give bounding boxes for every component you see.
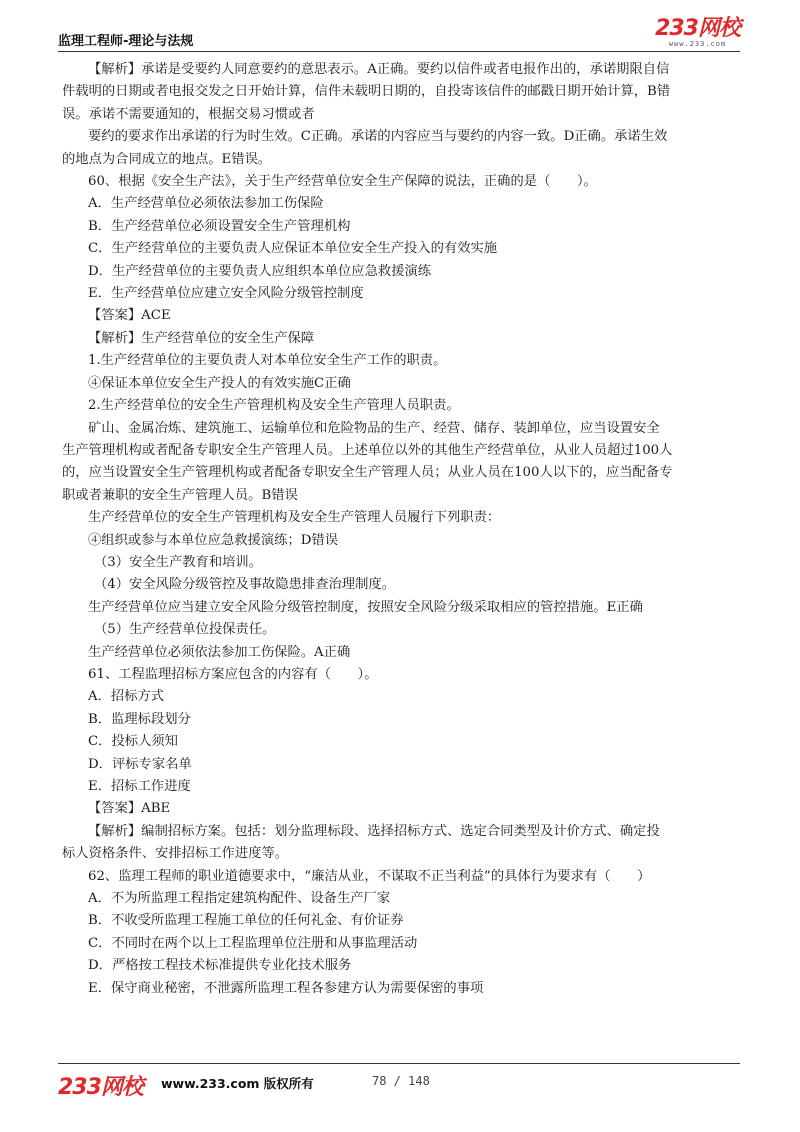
text-line: 【解析】承诺是受要约人同意要约的意思表示。A正确。要约以信件或者电报作出的，承诺期限自信 <box>88 62 670 77</box>
page-footer <box>58 1069 740 1100</box>
document-body <box>62 59 742 1000</box>
text-line: 【解析】生产经营单位的安全生产保障 <box>88 330 315 346</box>
header-rule <box>58 51 740 52</box>
text-line: E．生产经营单位应建立安全风险分级管控制度 <box>88 286 364 302</box>
text-line: C．不同时在两个以上工程监理单位注册和从事监理活动 <box>88 935 418 951</box>
brand-logo <box>655 18 740 49</box>
footer-rule <box>58 1063 740 1064</box>
text-line: 60、根据《安全生产法》，关于生产经营单位安全生产保障的说法，正确的是（ ）。 <box>88 174 597 190</box>
text-line: 矿山、金属冶炼、建筑施工、运输单位和危险物品的生产、经营、储存、装卸单位，应当设置安全 <box>88 420 660 436</box>
text-line: D．评标专家名单 <box>88 756 192 772</box>
text-line: A．招标方式 <box>88 689 165 705</box>
text-line: B．监理标段划分 <box>88 711 191 727</box>
text-line: 标人资格条件、安排招标工作进度等。 <box>62 846 289 862</box>
text-line: E．招标工作进度 <box>88 779 191 794</box>
page-number: 78 / 148 <box>372 1074 430 1088</box>
text-line: C．生产经营单位的主要负责人应保证本单位安全生产投入的有效实施 <box>88 241 498 257</box>
text-line: 生产管理机构或者配备专职安全生产管理人员。上述单位以外的其他生产经营单位，从业人员超过100人 <box>62 442 673 458</box>
text-line: 的地点为合同成立的地点。E错误。 <box>62 151 272 167</box>
text-line: C．投标人须知 <box>88 734 178 750</box>
text-line: 职或者兼职的安全生产管理人员。B错误 <box>62 487 298 503</box>
text-line: 要约的要求作出承诺的行为时生效。C正确。承诺的内容应当与要约的内容一致。D正确。承诺生效 <box>88 129 668 145</box>
text-line: 1.生产经营单位的主要负责人对本单位安全生产工作的职责。 <box>88 353 447 369</box>
text-line: A．生产经营单位必须依法参加工伤保险 <box>88 196 324 212</box>
footer-copyright: www.233.com 版权所有 <box>161 1076 314 1091</box>
text-line: D．严格按工程技术标准提供专业化技术服务 <box>88 958 352 974</box>
brand-logo-text: 233网校 <box>655 16 740 41</box>
document-header-title: 监理工程师-理论与法规 <box>58 34 194 49</box>
brand-logo-url: www.233.com <box>668 40 727 48</box>
text-line: 【答案】ACE <box>88 308 171 324</box>
text-line: 61、工程监理招标方案应包含的内容有（ ）。 <box>88 666 378 682</box>
text-line: 【解析】编制招标方案。包括：划分监理标段、选择招标方式、选定合同类型及计价方式、确定投 <box>88 823 660 839</box>
text-line: 误。承诺不需要通知的，根据交易习惯或者 <box>62 106 315 122</box>
text-line: （5）生产经营单位投保责任。 <box>94 622 276 638</box>
text-line: A．不为所监理工程指定建筑构配件、设备生产厂家 <box>88 891 391 907</box>
text-line: 生产经营单位应当建立安全风险分级管控制度，按照安全风险分级采取相应的管控措施。E正确 <box>88 599 643 615</box>
text-line: 生产经营单位的安全生产管理机构及安全生产管理人员履行下列职责： <box>88 510 501 526</box>
text-line: （3）安全生产教育和培训。 <box>94 554 263 570</box>
text-line: 【答案】ABE <box>88 801 171 817</box>
text-line: D．生产经营单位的主要负责人应组织本单位应急救援演练 <box>88 263 432 279</box>
text-line: 2.生产经营单位的安全生产管理机构及安全生产管理人员职责。 <box>88 398 460 414</box>
text-line: B．不收受所监理工程施工单位的任何礼金、有价证券 <box>88 913 404 929</box>
text-line: ④组织或参与本单位应急救援演练；D错误 <box>88 532 339 548</box>
text-line: E．保守商业秘密，不泄露所监理工程各参建方认为需要保密的事项 <box>88 980 484 996</box>
text-line: B．生产经营单位必须设置安全生产管理机构 <box>88 218 351 234</box>
footer-logo: 233网校 <box>58 1075 143 1100</box>
text-line: 的，应当设置安全生产管理机构或者配备专职安全生产管理人员；从业人员在100人以下的，应当配备专 <box>62 465 673 481</box>
text-line: 62、监理工程师的职业道德要求中，“廉洁从业，不谋取不正当利益”的具体行为要求有（ ） <box>88 868 651 884</box>
text-line: 件载明的日期或者电报交发之日开始计算，信件未载明日期的，自投寄该信件的邮戳日期开始计算，B错 <box>62 84 671 100</box>
text-line: ④保证本单位安全生产投人的有效实施C正确 <box>88 375 351 391</box>
text-line: 生产经营单位必须依法参加工伤保险。A正确 <box>88 644 351 660</box>
text-line: （4）安全风险分级管控及事故隐患排查治理制度。 <box>94 577 395 593</box>
